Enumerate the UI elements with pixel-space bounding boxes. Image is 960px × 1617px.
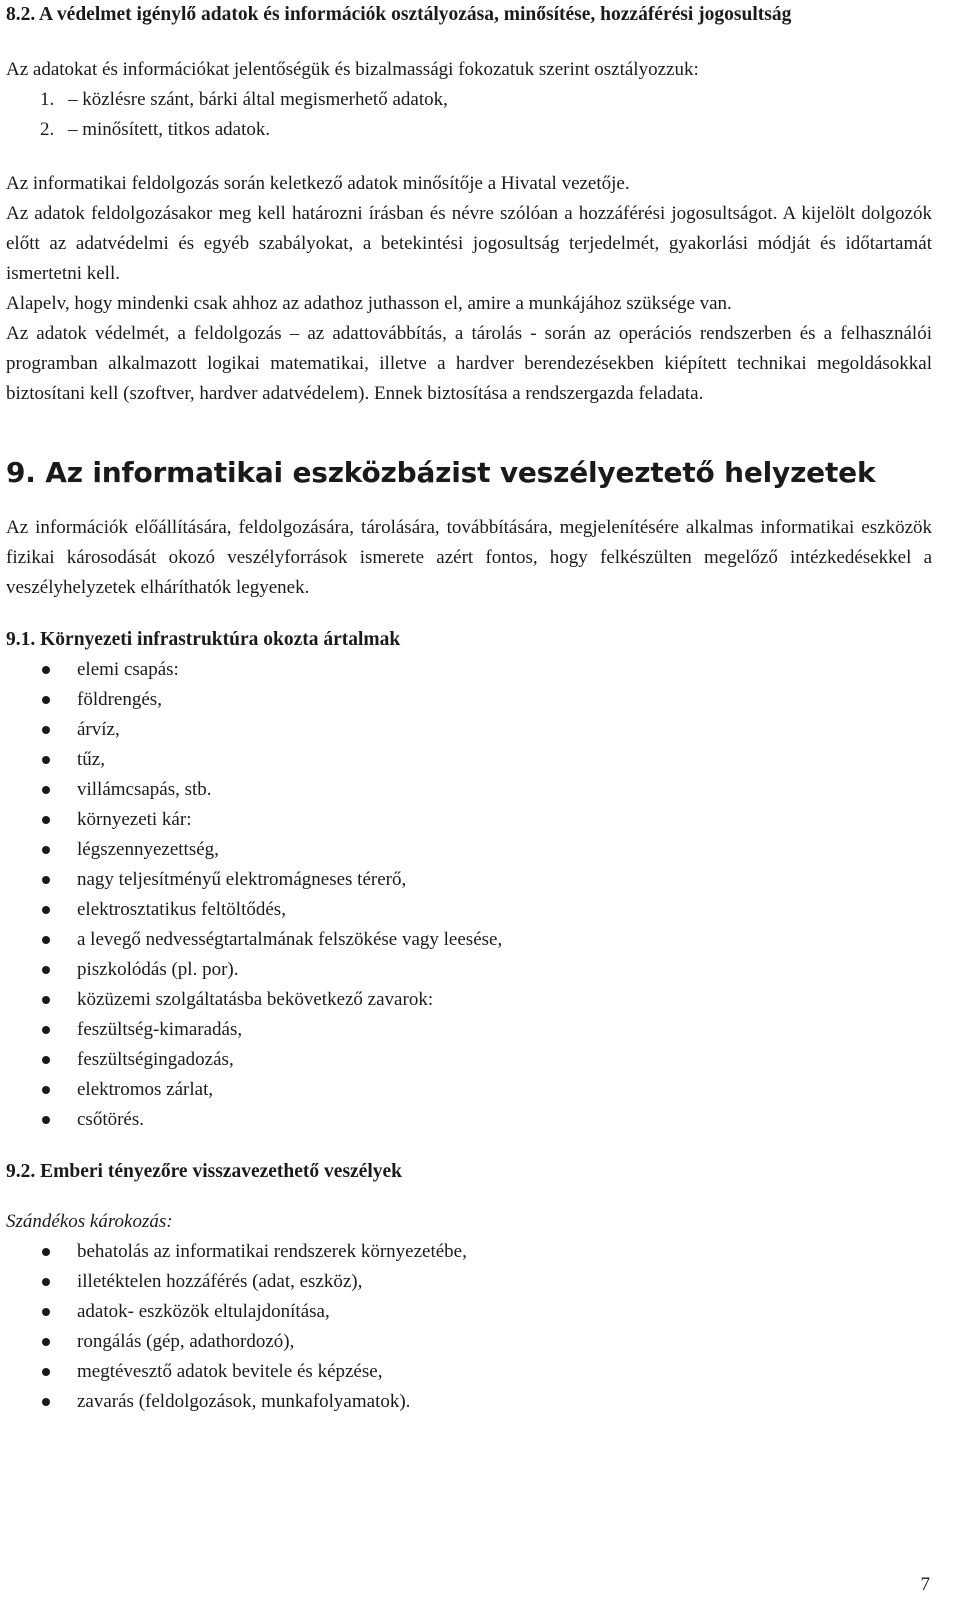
list-item [6, 805, 932, 835]
list-item-text: árvíz, [77, 719, 120, 740]
bullet-icon [42, 696, 50, 704]
bullet-icon [42, 996, 50, 1004]
list-item [6, 955, 932, 985]
list-item-text: földrengés, [77, 689, 162, 710]
list-item [6, 655, 932, 685]
list-item [6, 1297, 932, 1327]
list-item-text: elektromos zárlat, [77, 1079, 214, 1100]
list-item [6, 1237, 932, 1267]
bullet-icon [42, 1338, 50, 1346]
section-9-paragraph: Az információk előállítására, feldolgozására, tárolására, továbbítására, megjelenítésére alkalmas informatikai eszközök fizikai károsodását okozó veszélyforrások ismerete azért fontos, hogy felkészülten megelőző intézkedésekkel a veszélyhelyzetek elháríthatók legyenek. [6, 517, 932, 598]
classification-text: – minősített, titkos adatok. [68, 119, 271, 140]
list-item-text: rongálás (gép, adathordozó), [77, 1331, 295, 1352]
classification-number: 1. [40, 89, 55, 110]
classification-number: 2. [40, 119, 55, 140]
list-item-text: behatolás az informatikai rendszerek környezetébe, [77, 1241, 467, 1262]
paragraph-access-rights: Az adatok feldolgozásakor meg kell határozni írásban és névre szólóan a hozzáférési jogosultságot. A kijelölt dolgozók előtt az adatvédelmi és egyéb szabályokat, a betekintési jogosultság terjedelmét, gyakorlási módját és időtartamát ismertetni kell. [6, 203, 932, 284]
list-item-text: a levegő nedvességtartalmának felszökése vagy leesése, [77, 929, 503, 950]
list-item-text: nagy teljesítményű elektromágneses térerő, [77, 869, 407, 890]
page-number: 7 [920, 1574, 930, 1595]
list-item [6, 685, 932, 715]
bullet-icon [42, 876, 50, 884]
classification-list [6, 85, 932, 145]
list-item [6, 865, 932, 895]
list-item [6, 925, 932, 955]
bullet-icon [42, 1308, 50, 1316]
section-9-heading: 9. Az informatikai eszközbázist veszélyeztető helyzetek [6, 456, 876, 489]
bullet-icon [42, 1248, 50, 1256]
human-threats-list [6, 1237, 932, 1417]
paragraph-principle: Alapelv, hogy mindenki csak ahhoz az adathoz juthasson el, amire a munkájához szüksége van. [6, 293, 732, 314]
bullet-icon [42, 666, 50, 674]
list-item-text: légszennyezettség, [77, 839, 219, 860]
classification-text: – közlésre szánt, bárki által megismerhető adatok, [68, 89, 448, 110]
paragraph-data-protection: Az adatok védelmét, a feldolgozás – az adattovábbítás, a tárolás - során az operációs rendszerben és a felhasználói programban alkalmazott logikai matematikai, illetve a hardver berendezésekben kiépített technikai megoldásokkal biztosítani kell (szoftver, hardver adatvédelem). Ennek biztosítása a rendszergazda feladata. [6, 323, 932, 404]
list-item [6, 1387, 932, 1417]
list-item-text: feszültségingadozás, [77, 1049, 234, 1070]
classification-item [6, 115, 932, 145]
list-item [6, 1075, 932, 1105]
bullet-icon [42, 936, 50, 944]
list-item [6, 985, 932, 1015]
bullet-icon [42, 726, 50, 734]
list-item-text: illetéktelen hozzáférés (adat, eszköz), [77, 1271, 363, 1292]
section-9-2-heading: 9.2. Emberi tényezőre visszavezethető veszélyek [6, 1161, 403, 1182]
bullet-icon [42, 846, 50, 854]
list-item-text: piszkolódás (pl. por). [77, 959, 239, 980]
bullet-icon [42, 1116, 50, 1124]
classification-item [6, 85, 932, 115]
list-item-text: feszültség-kimaradás, [77, 1019, 243, 1040]
list-item-text: csőtörés. [77, 1109, 145, 1130]
list-item-text: elemi csapás: [77, 659, 179, 680]
bullet-icon [42, 1056, 50, 1064]
document-page [6, 0, 932, 1417]
section-9-1-heading: 9.1. Környezeti infrastruktúra okozta ártalmak [6, 629, 401, 650]
list-item [6, 1267, 932, 1297]
list-item-text: környezeti kár: [77, 809, 192, 830]
bullet-icon [42, 1026, 50, 1034]
list-item [6, 1105, 932, 1135]
paragraph-data-owner: Az informatikai feldolgozás során keletkező adatok minősítője a Hivatal vezetője. [6, 173, 630, 194]
list-item [6, 745, 932, 775]
section-8-2-heading: 8.2. A védelmet igénylő adatok és információk osztályozása, minősítése, hozzáférési jogosultság [6, 4, 792, 25]
list-item [6, 775, 932, 805]
bullet-icon [42, 1398, 50, 1406]
list-item [6, 1357, 932, 1387]
bullet-icon [42, 1278, 50, 1286]
environmental-hazards-list [6, 655, 932, 1135]
bullet-icon [42, 756, 50, 764]
intentional-damage-label: Szándékos károkozás: [6, 1211, 173, 1232]
bullet-icon [42, 1086, 50, 1094]
bullet-icon [42, 1368, 50, 1376]
list-item-text: közüzemi szolgáltatásba bekövetkező zavarok: [77, 989, 434, 1010]
list-item [6, 1045, 932, 1075]
bullet-icon [42, 816, 50, 824]
list-item-text: elektrosztatikus feltöltődés, [77, 899, 286, 920]
list-item [6, 835, 932, 865]
list-item [6, 895, 932, 925]
bullet-icon [42, 906, 50, 914]
list-item [6, 715, 932, 745]
bullet-icon [42, 966, 50, 974]
list-item [6, 1327, 932, 1357]
list-item-text: zavarás (feldolgozások, munkafolyamatok). [77, 1391, 411, 1412]
list-item-text: megtévesztő adatok bevitele és képzése, [77, 1361, 383, 1382]
list-item-text: villámcsapás, stb. [77, 779, 212, 800]
list-item-text: adatok- eszközök eltulajdonítása, [77, 1301, 330, 1322]
classification-intro: Az adatokat és információkat jelentőségük és bizalmassági fokozatuk szerint osztályozzuk: [6, 59, 699, 80]
list-item [6, 1015, 932, 1045]
bullet-icon [42, 786, 50, 794]
list-item-text: tűz, [77, 749, 105, 770]
